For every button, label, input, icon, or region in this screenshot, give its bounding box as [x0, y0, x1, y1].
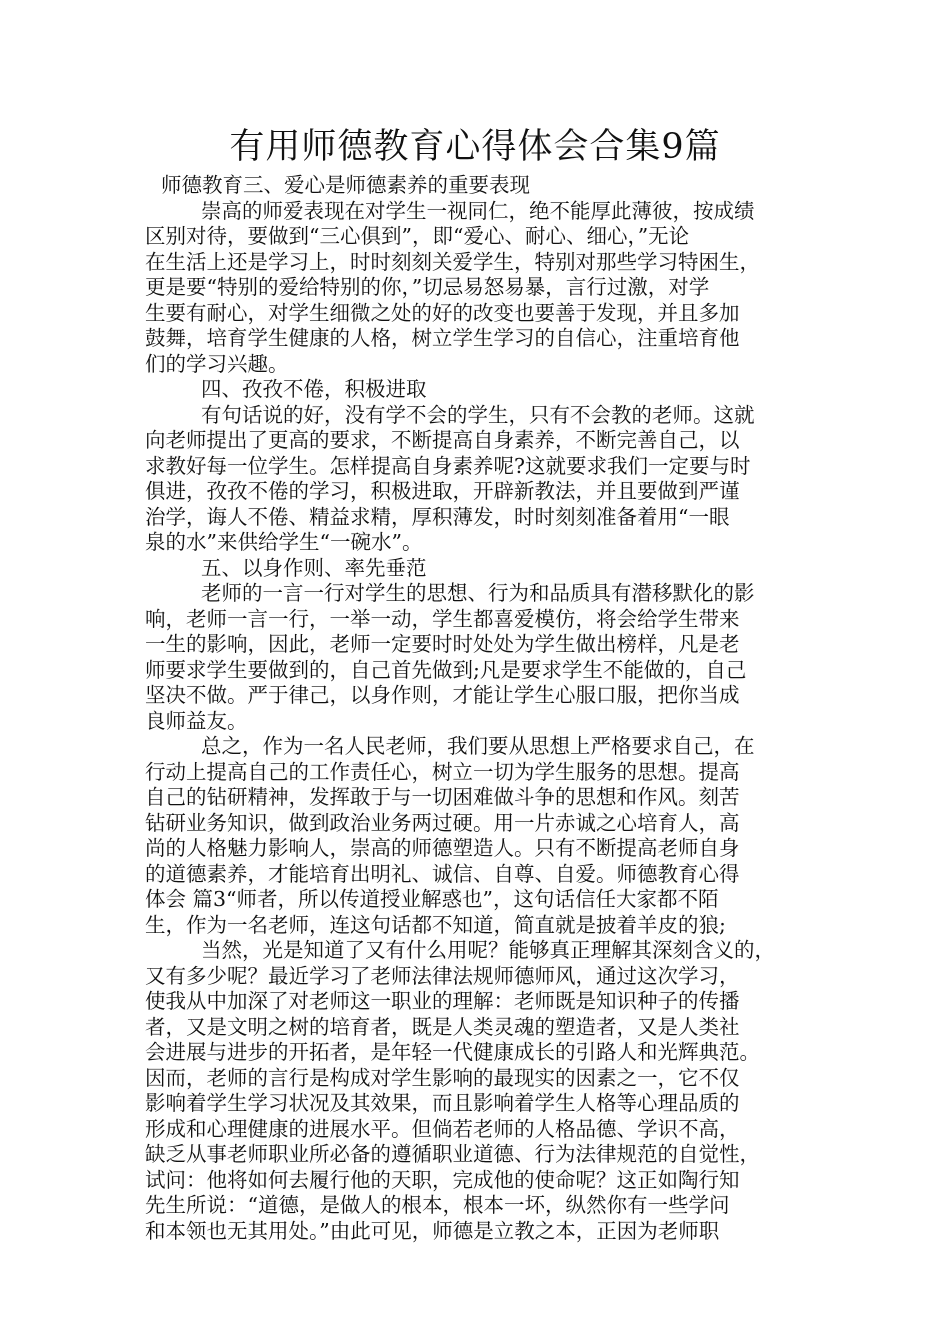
document-body [145, 173, 823, 1244]
text-line: 坚决不做。严于律己，以身作则，才能让学生心服口服，把你当成 [145, 683, 740, 707]
text-line: 行动上提高自己的工作责任心，树立一切为学生服务的思想。提高 [145, 759, 740, 784]
text-line: 的道德素养，才能培育出明礼、诚信、自尊、自爱。师德教育心得 [145, 861, 740, 886]
text-line: 良师益友。 [145, 708, 248, 733]
text-line: 区别对待，要做到“三心俱到”，即“爱心、耐心、细心，”无论 [145, 224, 690, 248]
text-line: 们的学习兴趣。 [145, 351, 289, 376]
text-line: 形成和心理健康的进展水平。但倘若老师的人格品德、学识不高， [145, 1116, 740, 1141]
text-line: 四、孜孜不倦，积极进取 [201, 377, 427, 401]
text-line: 师要求学生要做到的，自己首先做到;凡是要求学生不能做的，自己 [145, 657, 747, 682]
text-line: 尚的人格魅力影响人，崇高的师德塑造人。只有不断提高老师自身 [145, 836, 740, 860]
text-line: 钻研业务知识，做到政治业务两过硬。用一片赤诚之心培育人，高 [145, 810, 740, 835]
text-line: 五、以身作则、率先垂范 [201, 555, 427, 580]
text-line: 响，老师一言一行，一举一动，学生都喜爱模仿，将会给学生带来 [145, 606, 740, 631]
text-line: 师德教育三、爱心是师德素养的重要表现 [161, 173, 530, 197]
text-line: 试问：他将如何去履行他的天职，完成他的使命呢？这正如陶行知 [145, 1167, 740, 1192]
text-line: 会进展与进步的开拓者，是年轻一代健康成长的引路人和光辉典范。 [145, 1040, 760, 1064]
text-line: 又有多少呢？最近学习了老师法律法规师德师风，通过这次学习， [145, 963, 740, 988]
text-line: 因而，老师的言行是构成对学生影响的最现实的因素之一，它不仅 [145, 1065, 740, 1090]
text-line: 缺乏从事老师职业所必备的遵循职业道德、行为法律规范的自觉性， [145, 1142, 760, 1166]
text-line: 鼓舞，培育学生健康的人格，树立学生学习的自信心，注重培育他 [145, 326, 740, 350]
text-line: 治学，诲人不倦、精益求精，厚积薄发，时时刻刻准备着用“一眼 [145, 504, 730, 529]
text-line: 有句话说的好，没有学不会的学生，只有不会教的老师。这就 [201, 402, 755, 427]
text-line: 更是要“特别的爱给特别的你，”切忌易怒易暴，言行过激，对学 [145, 275, 710, 299]
text-line: 俱进，孜孜不倦的学习，积极进取，开辟新教法，并且要做到严谨 [145, 479, 740, 503]
text-line: 自己的钻研精神，发挥敢于与一切困难做斗争的思想和作风。刻苦 [145, 785, 740, 809]
text-line: 生，作为一名老师，连这句话都不知道，简直就是披着羊皮的狼; [145, 912, 726, 937]
text-line: 使我从中加深了对老师这一职业的理解：老师既是知识种子的传播 [145, 989, 740, 1013]
text-line: 向老师提出了更高的要求，不断提高自身素养，不断完善自己，以 [145, 428, 740, 452]
text-line: 体会 篇3“师者，所以传道授业解惑也”，这句话信任大家都不陌 [145, 887, 719, 911]
text-line: 当然，光是知道了又有什么用呢？能够真正理解其深刻含义的， [201, 938, 775, 962]
text-line: 影响着学生学习状况及其效果，而且影响着学生人格等心理品质的 [145, 1091, 740, 1115]
text-line: 先生所说：“道德，是做人的根本，根本一坏，纵然你有一些学问 [145, 1193, 730, 1217]
text-line: 者，又是文明之树的培育者，既是人类灵魂的塑造者，又是人类社 [145, 1014, 740, 1039]
text-line: 在生活上还是学习上，时时刻刻关爱学生，特别对那些学习特困生， [145, 249, 760, 274]
text-line: 和本领也无其用处。”由此可见，师德是立教之本，正因为老师职 [145, 1218, 720, 1243]
text-line: 生要有耐心，对学生细微之处的好的改变也要善于发现，并且多加 [145, 300, 740, 325]
text-line: 一生的影响，因此，老师一定要时时处处为学生做出榜样，凡是老 [145, 632, 740, 656]
text-line: 总之，作为一名人民老师，我们要从思想上严格要求自己，在 [201, 734, 755, 758]
text-line: 老师的一言一行对学生的思想、行为和品质具有潜移默化的影 [201, 581, 755, 605]
text-line: 泉的水”来供给学生“一碗水”。 [145, 530, 423, 554]
text-line: 崇高的师爱表现在对学生一视同仁，绝不能厚此薄彼，按成绩 [201, 198, 755, 223]
document-title: 有用师德教育心得体会合集9篇 [229, 127, 721, 167]
text-line: 求教好每一位学生。怎样提高自身素养呢?这就要求我们一定要与时 [145, 453, 751, 478]
